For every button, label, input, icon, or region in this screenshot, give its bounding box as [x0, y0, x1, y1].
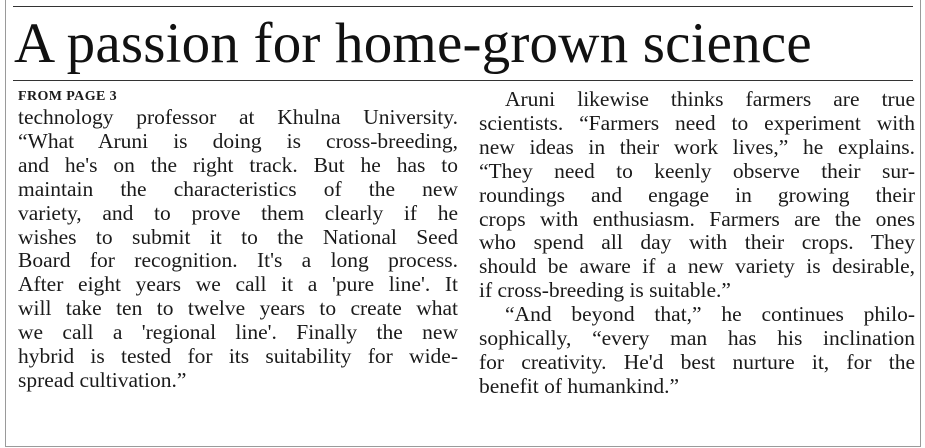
headline-rule — [13, 80, 913, 81]
text-line: who spend all day with their crops. They — [479, 230, 915, 255]
text-line: Aruni likewise thinks farmers are true — [505, 87, 915, 111]
text-line: Board for recognition. It's a long process. — [18, 248, 458, 273]
text-line: sophically, “every man has his inclination — [479, 326, 915, 351]
text-line: After eight years we call it a 'pure line'. It — [18, 272, 458, 297]
text-line: and he's on the right track. But he has to — [18, 152, 458, 177]
text-line: “And beyond that,” he continues philo- — [505, 302, 915, 327]
text-line: “They need to keenly observe their sur- — [479, 158, 915, 183]
text-line: hybrid is tested for its suitability for wide- — [18, 344, 458, 369]
headline: A passion for home-grown science — [14, 12, 812, 75]
text-line: should be aware if a new variety is desirable, — [479, 254, 915, 279]
left-column — [18, 88, 458, 393]
text-line: we call a 'regional line'. Finally the new — [18, 320, 458, 345]
text-line: wishes to submit it to the National Seed — [18, 224, 458, 249]
text-line: “What Aruni is doing is cross-breeding, — [18, 128, 458, 153]
text-line: maintain the characteristics of the new — [18, 176, 458, 201]
text-line: for creativity. He'd best nurture it, for the — [479, 349, 915, 374]
text-line: if cross-breeding is suitable.” — [479, 278, 731, 303]
text-line: will take ten to twelve years to create what — [18, 296, 458, 321]
text-line: variety, and to prove them clearly if he — [18, 200, 458, 225]
text-line: new ideas in their work lives,” he explains. — [479, 134, 915, 159]
text-line: benefit of humankind.” — [479, 373, 680, 398]
right-column — [479, 88, 915, 399]
text-line: spread cultivation.” — [18, 367, 187, 392]
kicker: FROM PAGE 3 — [18, 89, 118, 104]
text-line: roundings and engage in growing their — [479, 182, 915, 207]
text-line: crops with enthusiasm. Farmers are the ones — [479, 206, 915, 231]
text-line: technology professor at Khulna University. — [18, 105, 458, 129]
text-line: scientists. “Farmers need to experiment with — [479, 110, 915, 135]
top-rule — [13, 6, 913, 7]
